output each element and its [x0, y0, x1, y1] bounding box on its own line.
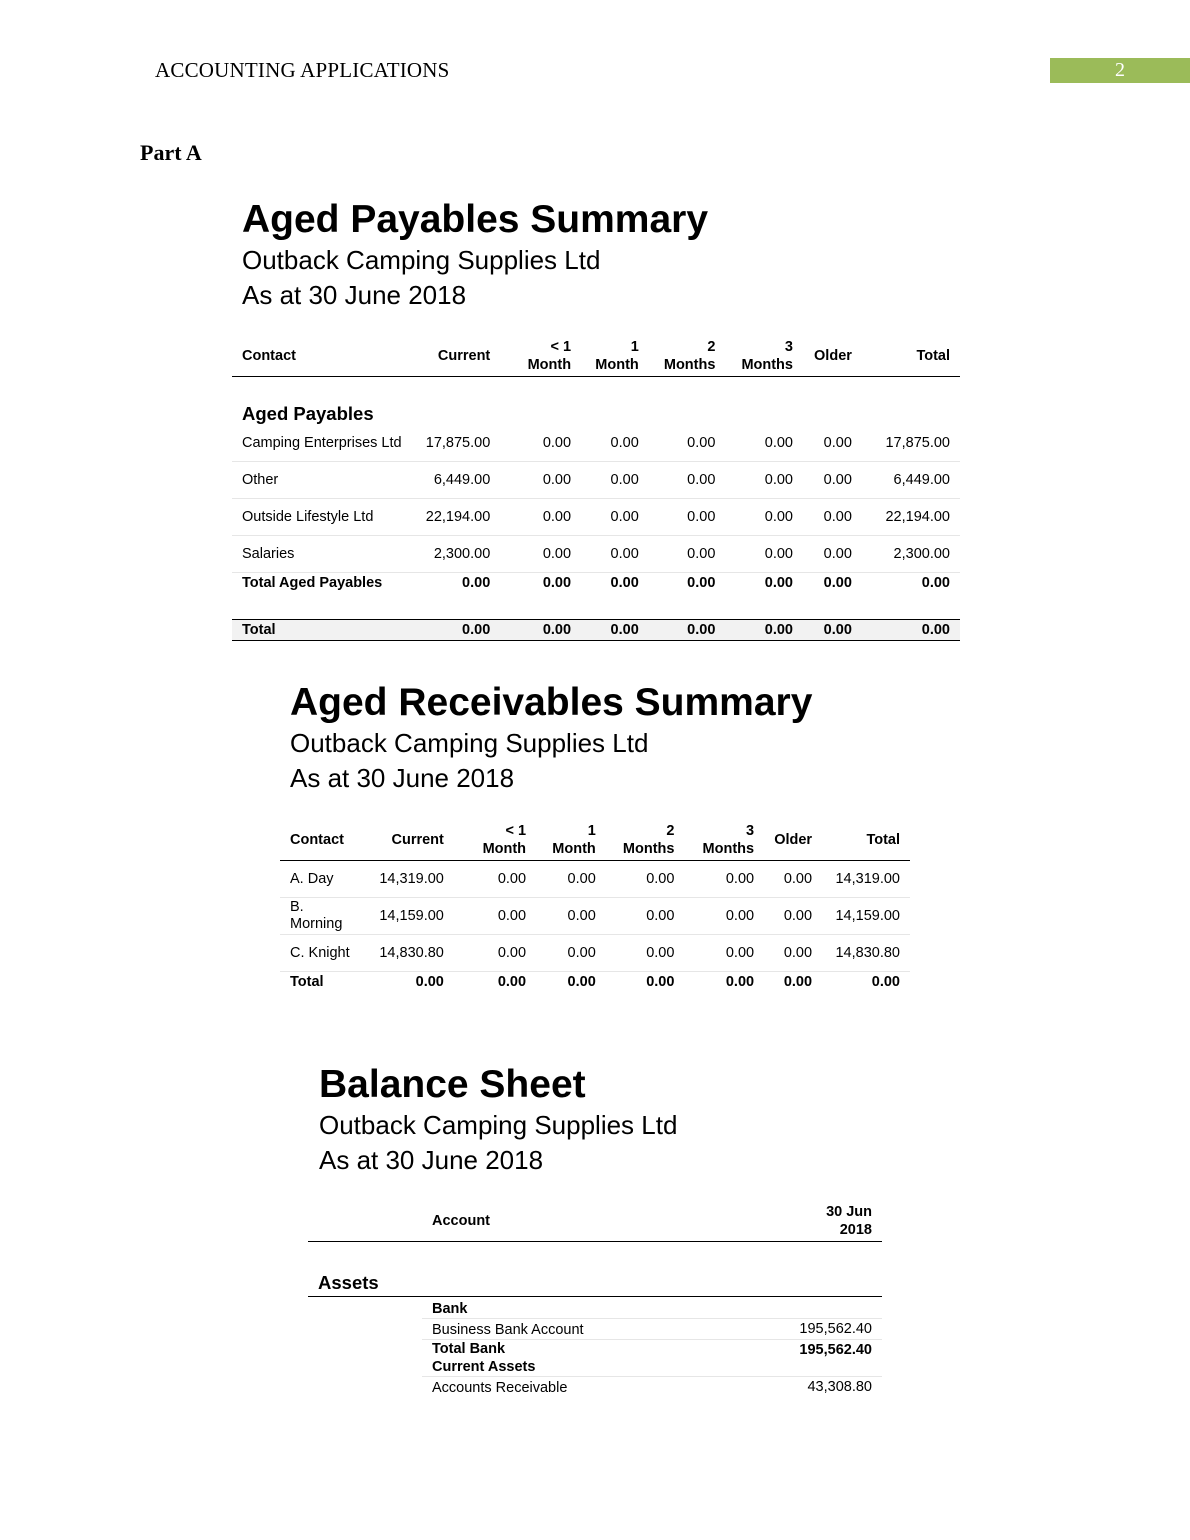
- subtotal-cell: 0.00: [687, 575, 716, 591]
- amount-cell: 2,300.00: [862, 536, 960, 573]
- subtotal-cell: Total Aged Payables: [242, 575, 383, 591]
- current-assets-heading: Current Assets: [422, 1359, 752, 1377]
- column-header: Total: [822, 822, 910, 861]
- table-row: [232, 499, 960, 536]
- amount-cell: 0.00: [803, 425, 862, 462]
- amount-cell: 0.00: [649, 499, 726, 536]
- amount-cell: 14,319.00: [369, 861, 454, 898]
- total-bank-label: Total Bank: [432, 1341, 506, 1357]
- amount-cell: 14,159.00: [369, 898, 454, 935]
- amount-cell: 0.00: [649, 425, 726, 462]
- column-header: 3 Months: [725, 338, 803, 377]
- report-date: As at 30 June 2018: [242, 280, 467, 310]
- column-header: Contact: [232, 338, 416, 377]
- company-name: Outback Camping Supplies Ltd: [242, 245, 601, 275]
- column-header: 3 Months: [684, 822, 764, 861]
- total-cell: Total: [290, 974, 324, 990]
- amount-cell: 0.00: [684, 898, 764, 935]
- amount-cell: 0.00: [500, 425, 581, 462]
- amount-cell: 0.00: [803, 462, 862, 499]
- amount-cell: 0.00: [581, 536, 649, 573]
- subtotal-row: [232, 573, 960, 594]
- amount-cell: 0.00: [725, 499, 803, 536]
- amount-cell: 0.00: [500, 536, 581, 573]
- total-cell: 0.00: [497, 974, 527, 990]
- amount-cell: 14,159.00: [822, 898, 910, 935]
- total-cell: 0.00: [871, 974, 900, 990]
- table-row: [280, 935, 910, 972]
- amount-cell: 6,449.00: [416, 462, 501, 499]
- amount-cell: 0.00: [764, 861, 822, 898]
- amount-cell: 0.00: [649, 536, 726, 573]
- bank-heading: Bank: [422, 1297, 752, 1319]
- total-cell: 0.00: [803, 620, 862, 641]
- amount-cell: 0.00: [500, 462, 581, 499]
- contact-name: B. Morning: [280, 898, 369, 935]
- amount-cell: 22,194.00: [862, 499, 960, 536]
- column-header: < 1 Month: [500, 338, 581, 377]
- column-header: < 1 Month: [454, 822, 536, 861]
- total-cell: Total: [232, 620, 416, 641]
- report-title: Aged Payables Summary: [242, 198, 709, 241]
- total-cell: 0.00: [500, 620, 581, 641]
- subtotal-cell: 0.00: [921, 575, 950, 591]
- report-title: Aged Receivables Summary: [290, 681, 813, 724]
- contact-name: Other: [232, 462, 416, 499]
- report-date: As at 30 June 2018: [290, 763, 515, 793]
- amount-cell: 2,300.00: [416, 536, 501, 573]
- total-cell: 0.00: [415, 974, 444, 990]
- contact-name: C. Knight: [280, 935, 369, 972]
- amount-cell: 0.00: [764, 935, 822, 972]
- amount-cell: 0.00: [606, 861, 685, 898]
- amount-cell: 6,449.00: [862, 462, 960, 499]
- aged-payables-table: [232, 338, 960, 641]
- report-title: Balance Sheet: [319, 1063, 586, 1106]
- contact-name: Outside Lifestyle Ltd: [232, 499, 416, 536]
- amount-cell: 0.00: [454, 935, 536, 972]
- subtotal-cell: 0.00: [610, 575, 639, 591]
- amount-cell: 0.00: [536, 898, 606, 935]
- total-cell: 0.00: [649, 620, 726, 641]
- amount-cell: 22,194.00: [416, 499, 501, 536]
- table-row: [280, 861, 910, 898]
- amount-cell: 0.00: [764, 898, 822, 935]
- total-bank-amount: 195,562.40: [799, 1341, 872, 1358]
- amount-cell: 17,875.00: [416, 425, 501, 462]
- column-header: 1 Month: [581, 338, 649, 377]
- total-cell: 0.00: [416, 620, 501, 641]
- account-amount: 43,308.80: [807, 1378, 872, 1395]
- subtotal-cell: 0.00: [823, 575, 852, 591]
- total-cell: 0.00: [783, 974, 813, 990]
- subtotal-cell: 0.00: [764, 575, 793, 591]
- aged-receivables-table: [280, 822, 910, 992]
- amount-cell: 0.00: [606, 935, 685, 972]
- total-cell: 0.00: [725, 974, 755, 990]
- column-header: Total: [862, 338, 960, 377]
- amount-cell: 0.00: [684, 935, 764, 972]
- column-header: Older: [803, 338, 862, 377]
- amount-cell: 0.00: [581, 425, 649, 462]
- column-header: Older: [764, 822, 822, 861]
- table-row: [232, 462, 960, 499]
- column-header-date: 30 Jun 2018: [752, 1203, 882, 1242]
- total-row: [280, 972, 910, 993]
- column-header: Current: [416, 338, 501, 377]
- amount-cell: 0.00: [581, 462, 649, 499]
- subtotal-cell: 0.00: [462, 575, 491, 591]
- amount-cell: 0.00: [684, 861, 764, 898]
- column-header: Contact: [280, 822, 369, 861]
- total-cell: 0.00: [646, 974, 675, 990]
- page-number: 2: [1050, 58, 1190, 83]
- amount-cell: 0.00: [606, 898, 685, 935]
- amount-cell: 17,875.00: [862, 425, 960, 462]
- total-row: [232, 620, 960, 641]
- amount-cell: 0.00: [536, 861, 606, 898]
- amount-cell: 0.00: [454, 898, 536, 935]
- contact-name: Camping Enterprises Ltd: [232, 425, 416, 462]
- total-cell: 0.00: [581, 620, 649, 641]
- column-header: Current: [369, 822, 454, 861]
- section-heading: Aged Payables: [242, 403, 374, 424]
- amount-cell: 0.00: [500, 499, 581, 536]
- total-cell: 0.00: [725, 620, 803, 641]
- aged-receivables-report: [290, 680, 812, 796]
- column-header: 2 Months: [649, 338, 726, 377]
- section-assets: Assets: [308, 1264, 882, 1297]
- amount-cell: 14,319.00: [822, 861, 910, 898]
- account-name: Accounts Receivable: [432, 1380, 568, 1396]
- amount-cell: 0.00: [725, 462, 803, 499]
- amount-cell: 0.00: [803, 536, 862, 573]
- aged-payables-report: [242, 197, 708, 313]
- amount-cell: 0.00: [536, 935, 606, 972]
- amount-cell: 0.00: [725, 425, 803, 462]
- amount-cell: 0.00: [725, 536, 803, 573]
- table-row: [232, 536, 960, 573]
- contact-name: A. Day: [280, 861, 369, 898]
- running-header: ACCOUNTING APPLICATIONS: [155, 58, 450, 82]
- total-cell: 0.00: [567, 974, 596, 990]
- subtotal-cell: 0.00: [542, 575, 572, 591]
- column-header: 2 Months: [606, 822, 685, 861]
- amount-cell: 14,830.80: [369, 935, 454, 972]
- amount-cell: 0.00: [803, 499, 862, 536]
- balance-sheet-report: [319, 1062, 677, 1178]
- balance-sheet-table: [308, 1203, 882, 1396]
- column-header-account: Account: [422, 1203, 752, 1242]
- table-row: [232, 425, 960, 462]
- total-cell: 0.00: [862, 620, 960, 641]
- amount-cell: 0.00: [649, 462, 726, 499]
- account-amount: 195,562.40: [752, 1319, 882, 1340]
- table-row: [280, 898, 910, 935]
- column-header: 1 Month: [536, 822, 606, 861]
- amount-cell: 0.00: [454, 861, 536, 898]
- contact-name: Salaries: [232, 536, 416, 573]
- account-name: Business Bank Account: [422, 1319, 752, 1340]
- report-date: As at 30 June 2018: [319, 1145, 544, 1175]
- part-label: Part A: [140, 140, 202, 165]
- company-name: Outback Camping Supplies Ltd: [319, 1110, 678, 1140]
- amount-cell: 14,830.80: [822, 935, 910, 972]
- amount-cell: 0.00: [581, 499, 649, 536]
- company-name: Outback Camping Supplies Ltd: [290, 728, 649, 758]
